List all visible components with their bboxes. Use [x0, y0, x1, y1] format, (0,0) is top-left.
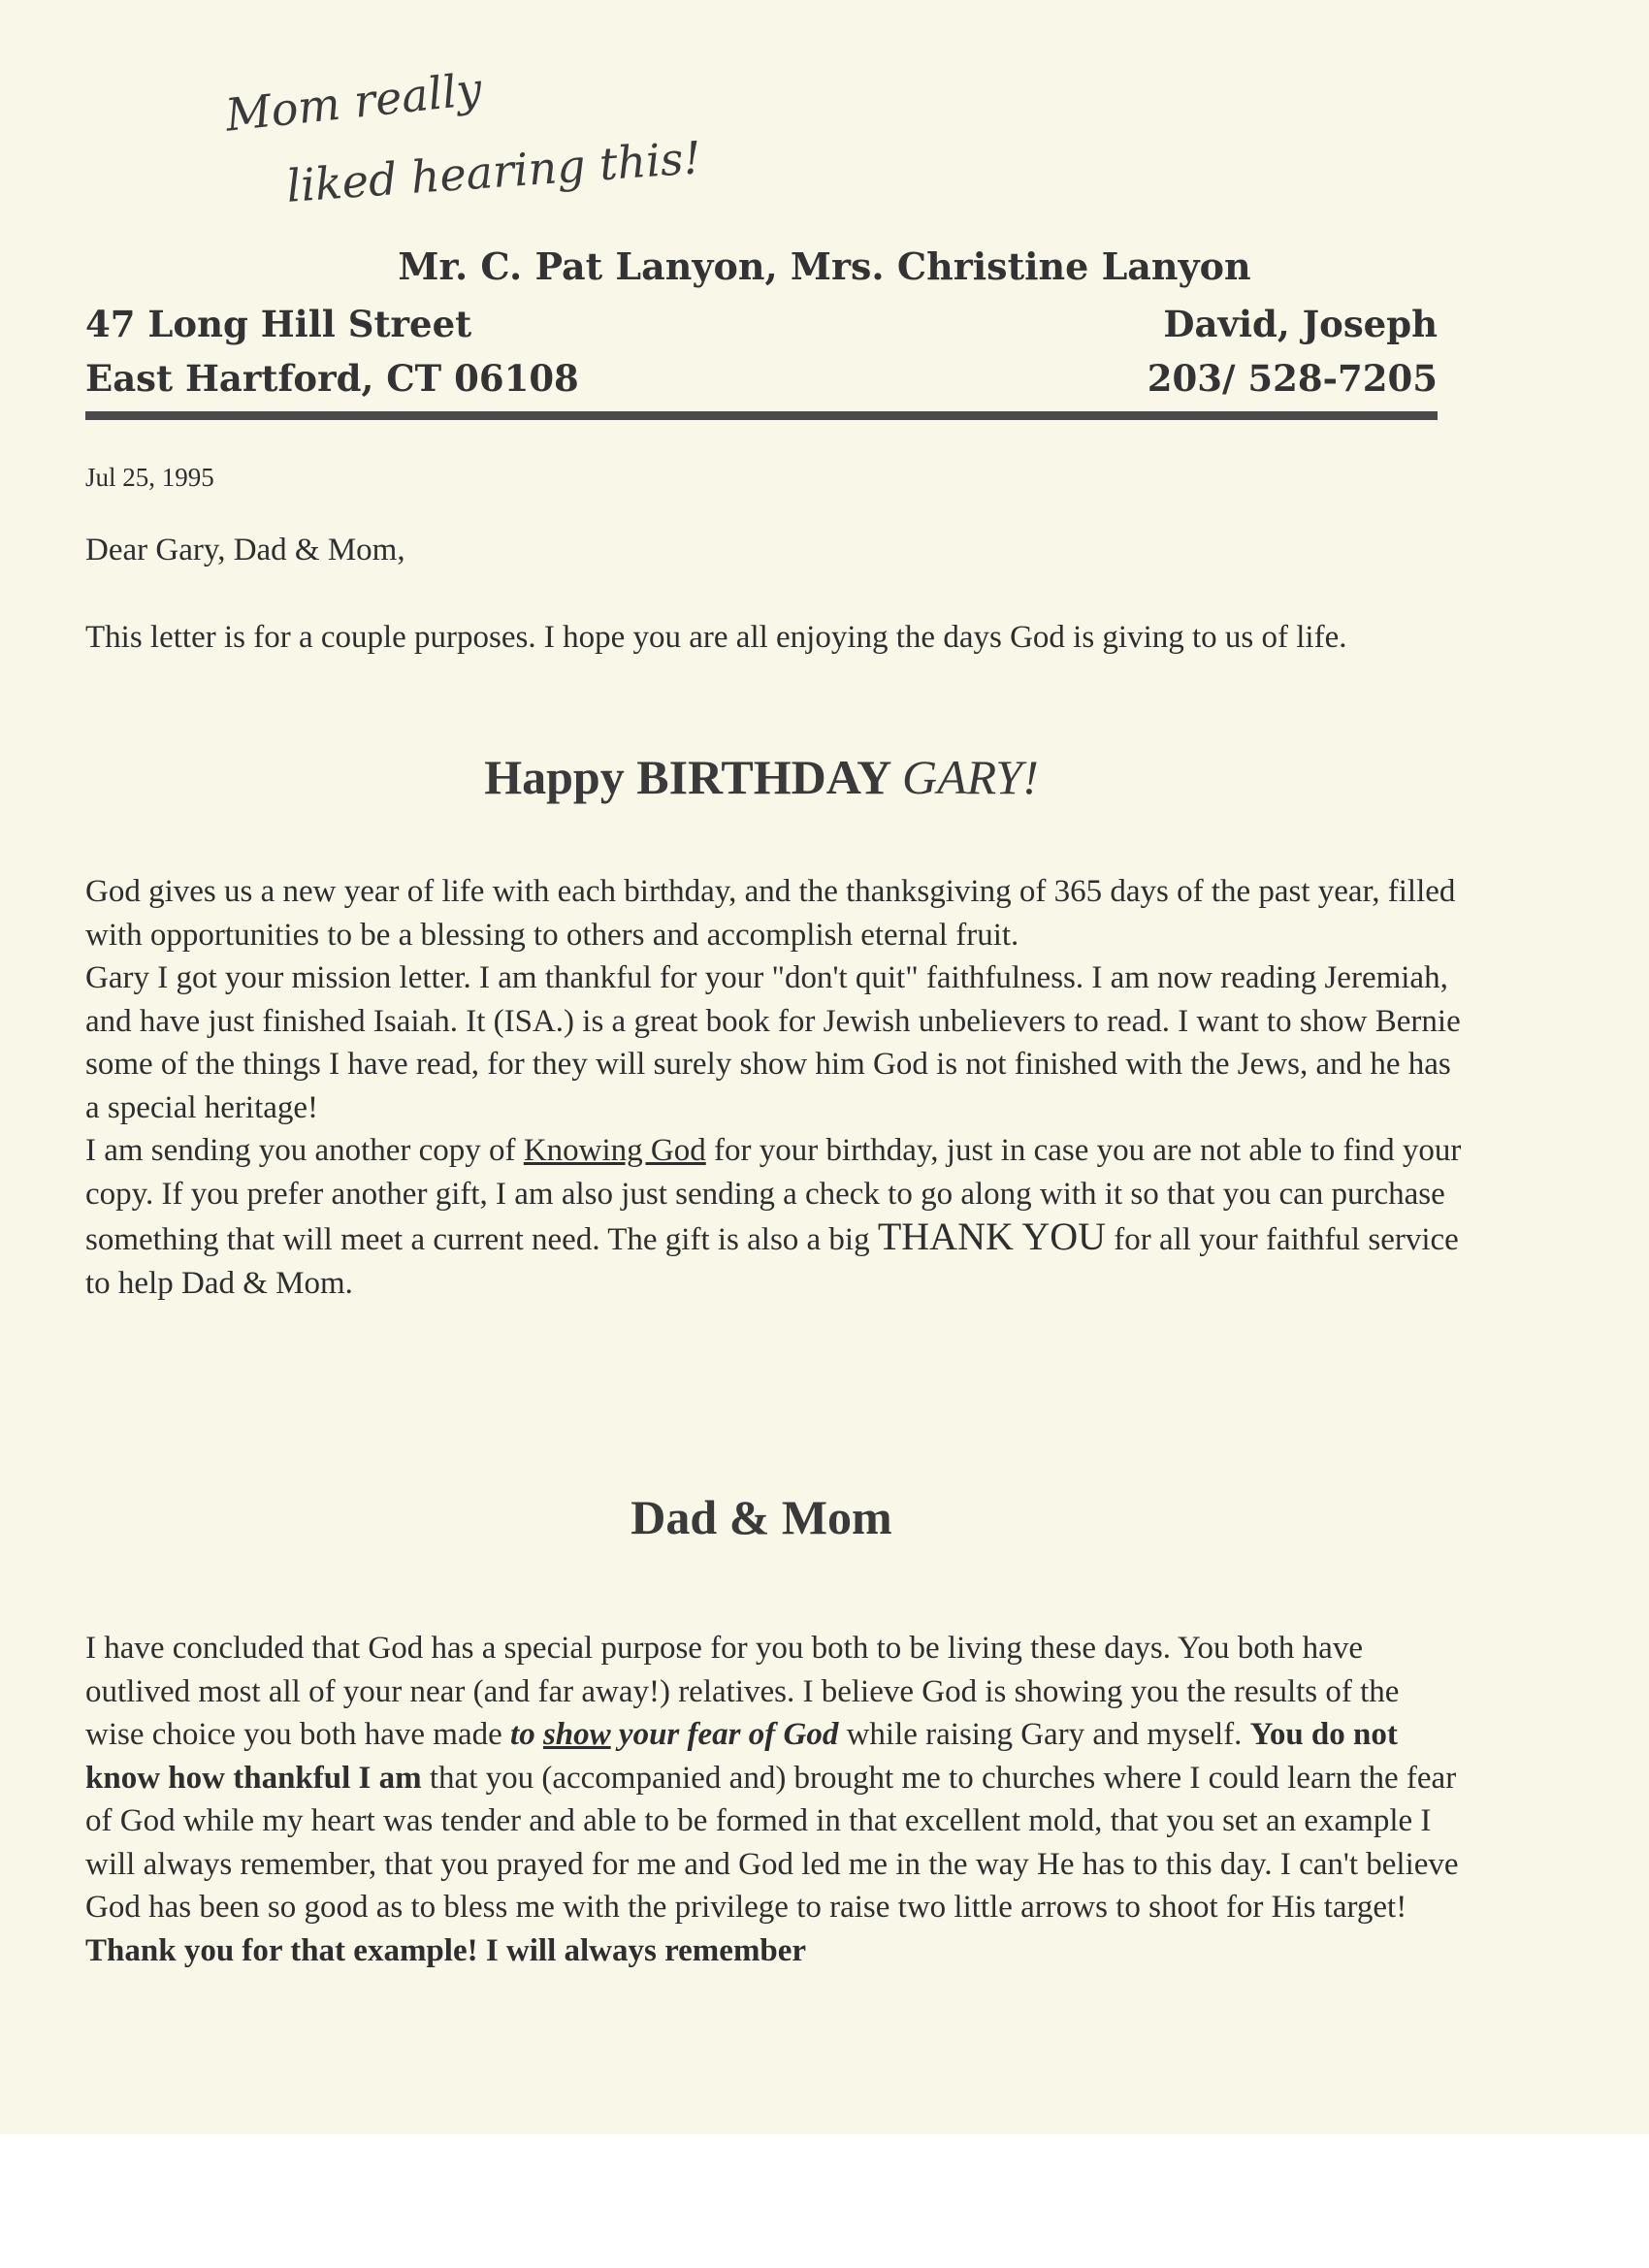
letter-date: Jul 25, 1995 — [85, 463, 214, 492]
birthday-text-post: for your birthday, just in case you are not able to find your copy. If you prefer another gift, I am also just sending a check to go along with it so that you can purchase something that will meet a current need. The gift is also a big — [85, 1133, 1462, 1257]
letterhead-phone: 203/ 528-7205 — [1147, 357, 1438, 400]
handwritten-note-line2: liked hearing this! — [284, 131, 703, 212]
birthday-heading-name: GARY! — [902, 750, 1039, 804]
birthday-text-pre: I am sending you another copy of — [85, 1133, 524, 1168]
letterhead-street: 47 Long Hill Street — [85, 303, 472, 345]
birthday-paragraph-line-a: God gives us a new year of life with each birthday, and the thanksgiving of 365 days of the past year, filled with opportunities to be a blessing to others and accomplish eternal fruit. — [85, 874, 1456, 953]
birthday-text-end: for all your faithful service to help Dad & Mom. — [85, 1222, 1459, 1301]
letterhead-city: East Hartford, CT 06108 — [85, 357, 579, 400]
emphasis-thankful: You do not know how thankful I am — [85, 1717, 1398, 1796]
birthday-heading-text: Happy BIRTHDAY — [484, 750, 903, 804]
emphasis-fear-of-god-a: to — [510, 1717, 543, 1752]
emphasis-closing: Thank you for that example! I will always remember — [85, 1932, 807, 1968]
parents-text-2: while raising Gary and myself. — [838, 1717, 1250, 1752]
parents-paragraph — [85, 1627, 1463, 1972]
letterhead-divider — [85, 411, 1438, 420]
emphasis-fear-of-god-c: your fear of God — [610, 1717, 839, 1752]
parents-text-1: I have concluded that God has a special purpose for you both to be living these days. You both have outlived most all of your near (and far away!) relatives. I believe God is showing you the results of the wise choice you both have made — [85, 1631, 1400, 1752]
letterhead-row-1 — [85, 303, 1438, 345]
letterhead-names: Mr. C. Pat Lanyon, Mrs. Christine Lanyon — [398, 244, 1251, 288]
intro-paragraph: This letter is for a couple purposes. I hope you are all enjoying the days God is giving to us of life. — [85, 620, 1347, 655]
salutation: Dear Gary, Dad & Mom, — [85, 533, 405, 567]
birthday-heading — [0, 749, 1523, 805]
book-title: Knowing God — [523, 1133, 706, 1168]
letterhead-row-2 — [85, 357, 1438, 400]
parents-text-3: that you (accompanied and) brought me to churches where I could learn the fear of God while my heart was tender and able to be formed in that excellent mold, that you set an example I will always remember, that you prayed for me and God led me in the way He has to this day. I can't believe God has been so good as to bless me with the privilege to raise two little arrows to shoot for His target! — [85, 1760, 1459, 1925]
emphasis-show: show — [542, 1717, 611, 1752]
birthday-paragraph-line-c — [85, 1129, 1463, 1305]
handwritten-note-line1: Mom really — [222, 62, 485, 142]
birthday-paragraph-line-b: Gary I got your mission letter. I am thankful for your "don't quit" faithfulness. I am now reading Jeremiah, and have just finished Isaiah. It (ISA.) is a great book for Jewish unbelievers to read. I want to show Bernie some of the things I have read, for they will surely show him God is not finished with the Jews, and he has a special heritage! — [85, 960, 1461, 1125]
thank-you-text: THANK YOU — [877, 1215, 1107, 1258]
letterhead-children: David, Joseph — [1163, 303, 1438, 345]
birthday-paragraph — [85, 870, 1463, 1305]
parents-heading: Dad & Mom — [630, 1490, 892, 1544]
